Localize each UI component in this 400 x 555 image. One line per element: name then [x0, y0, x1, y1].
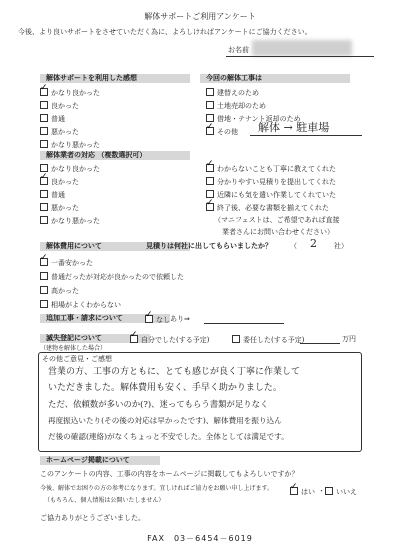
website-heading: ホームページ掲載について	[46, 456, 130, 464]
dereg-yen: 万円	[342, 335, 356, 343]
checkbox-checked-icon[interactable]	[40, 88, 48, 96]
contractor-option-0[interactable]: かなり良かった	[40, 164, 100, 174]
name-underline	[226, 56, 374, 57]
name-label: お名前	[228, 46, 249, 54]
dereg-self-option[interactable]: ✓自分でした(する予定)	[130, 335, 209, 345]
website-question: このアンケートの内容、工事の内容をホームページに掲載してもよろしいですか？	[40, 470, 299, 478]
survey-subtitle: 今後、より良いサポートをさせていただく為に、よろしければアンケートにご協力ください。	[18, 28, 312, 36]
checkbox-icon[interactable]	[206, 88, 214, 96]
checkbox-icon[interactable]	[206, 101, 214, 109]
checkbox-icon[interactable]	[206, 177, 214, 185]
checkbox-icon[interactable]	[232, 335, 240, 343]
opinion-line-0: 営業の方、工事の方ともに、とても感じが良く丁寧に作業して	[48, 367, 301, 377]
support-impression-heading: 解体サポートを利用した感想	[46, 74, 137, 82]
thanks-text: ご協力ありがとうございました。	[40, 514, 145, 522]
cost-heading: 解体費用について	[46, 242, 102, 250]
checkbox-icon[interactable]	[40, 286, 48, 294]
contractor-right-option-0[interactable]: ✓わからないことも丁寧に教えてくれた	[206, 164, 336, 174]
checkbox-icon[interactable]	[40, 203, 48, 211]
contractor-right-option-3[interactable]: ✓終了後、必要な書類を揃えてくれた	[206, 203, 329, 213]
checkbox-icon[interactable]	[325, 487, 333, 495]
manifest-note-1: （マニフェストは、ご希望であれば直接	[214, 216, 340, 224]
purpose-option-3[interactable]: ✓その他	[206, 127, 238, 137]
extra-work-heading: 追加工事・請求について	[46, 314, 123, 322]
checkbox-icon[interactable]	[40, 272, 48, 280]
checkbox-checked-icon[interactable]	[130, 335, 138, 343]
purpose-heading: 今回の解体工事は	[206, 74, 262, 82]
checkbox-checked-icon[interactable]	[206, 203, 214, 211]
dereg-delegate-option[interactable]: 委任した(する予定)	[232, 335, 304, 345]
support-option-4[interactable]: かなり悪かった	[40, 140, 100, 150]
website-note-1: 今後、解体でお困りの方の参考になります。宜しければご協力をお願い申し上げます。	[40, 485, 274, 492]
checkbox-icon[interactable]	[40, 216, 48, 224]
name-redacted	[252, 40, 352, 56]
estimate-label: 見積りは何社に出してもらいましたか？	[146, 242, 272, 250]
opinion-line-1: いただきました。解体費用も安く、手早く助かりました。	[48, 383, 282, 393]
support-option-1[interactable]: 良かった	[40, 101, 79, 111]
purpose-option-2[interactable]: 借地・テナント返却のため	[206, 114, 301, 124]
checkbox-checked-icon[interactable]	[40, 258, 48, 266]
checkbox-checked-icon[interactable]	[40, 177, 48, 185]
website-yes-option[interactable]: ✓はい	[290, 487, 315, 497]
checkbox-icon[interactable]	[40, 114, 48, 122]
support-option-2[interactable]: 普通	[40, 114, 65, 124]
checkbox-checked-icon[interactable]	[290, 487, 298, 495]
fax-number: FAX 03－6454－6019	[147, 534, 253, 543]
opinion-line-3: 再度振込いたり(その後の対応は早かったです)、解体費用を振り込ん	[48, 416, 282, 425]
estimate-unit: 社）	[334, 242, 348, 250]
checkbox-checked-icon[interactable]	[206, 164, 214, 172]
dereg-amount-underline	[300, 343, 340, 344]
support-option-3[interactable]: 悪かった	[40, 127, 79, 137]
opinion-label: その他ご意見・ご感想	[42, 355, 112, 363]
purpose-option-0[interactable]: 建替えのため	[206, 88, 259, 98]
dereg-heading: 滅失登記について	[46, 334, 102, 342]
website-sep: ・	[318, 487, 325, 495]
estimate-open: （	[290, 242, 297, 250]
purpose-other-handwritten: 解体 → 駐車場	[258, 121, 330, 134]
cost-option-2[interactable]: 高かった	[40, 286, 79, 296]
checkbox-icon[interactable]	[40, 190, 48, 198]
checkbox-icon[interactable]	[206, 190, 214, 198]
contractor-option-3[interactable]: 悪かった	[40, 203, 79, 213]
website-note-2: （もちろん、個人情報は公開いたしません）	[44, 497, 165, 504]
support-option-0[interactable]: ✓かなり良かった	[40, 88, 100, 98]
checkbox-checked-icon[interactable]	[206, 127, 214, 135]
contractor-option-1[interactable]: ✓良かった	[40, 177, 79, 187]
checkbox-checked-icon[interactable]	[145, 315, 153, 323]
manifest-note-2: 業者さんにお問い合わせください）	[222, 228, 334, 236]
cost-option-3[interactable]: 相場がよくわからない	[40, 300, 121, 310]
extra-yes-option[interactable]: あり⇒	[170, 315, 190, 323]
checkbox-icon[interactable]	[40, 300, 48, 308]
contractor-right-option-1[interactable]: 分かりやすい見積りを提出してくれた	[206, 177, 336, 187]
checkbox-icon[interactable]	[206, 114, 214, 122]
estimate-value-handwritten: 2	[310, 237, 317, 250]
dereg-sub: （建物を解体した場合）	[40, 345, 107, 352]
checkbox-icon[interactable]	[40, 164, 48, 172]
website-no-option[interactable]: いいえ	[325, 487, 357, 497]
cost-option-0[interactable]: ✓一番安かった	[40, 258, 93, 268]
purpose-option-1[interactable]: 土地売却のため	[206, 101, 266, 111]
contractor-heading: 解体業者の対応 （複数選択可）	[46, 151, 147, 159]
checkbox-icon[interactable]	[40, 101, 48, 109]
opinion-line-4: だ後の確認(連絡)がなくちょっと不安でした。全体としては満足です。	[48, 432, 289, 441]
opinion-line-2: ただ、依頼数が多いのか(?)、迷ってもらう書類が足りなく	[48, 399, 269, 409]
checkbox-icon[interactable]	[40, 140, 48, 148]
contractor-option-4[interactable]: かなり悪かった	[40, 216, 100, 226]
survey-title: 解体サポートご利用アンケート	[144, 12, 256, 21]
purpose-other-underline	[250, 135, 362, 136]
checkbox-icon[interactable]	[40, 127, 48, 135]
contractor-right-option-2[interactable]: 近隣にも気を遣い作業してくれていた	[206, 190, 336, 200]
contractor-option-2[interactable]: 普通	[40, 190, 65, 200]
extra-none-option[interactable]: ✓ なし	[145, 315, 170, 325]
extra-amount-underline	[204, 323, 284, 324]
cost-option-1[interactable]: 普通だったが対応が良かったので依頼した	[40, 272, 184, 282]
